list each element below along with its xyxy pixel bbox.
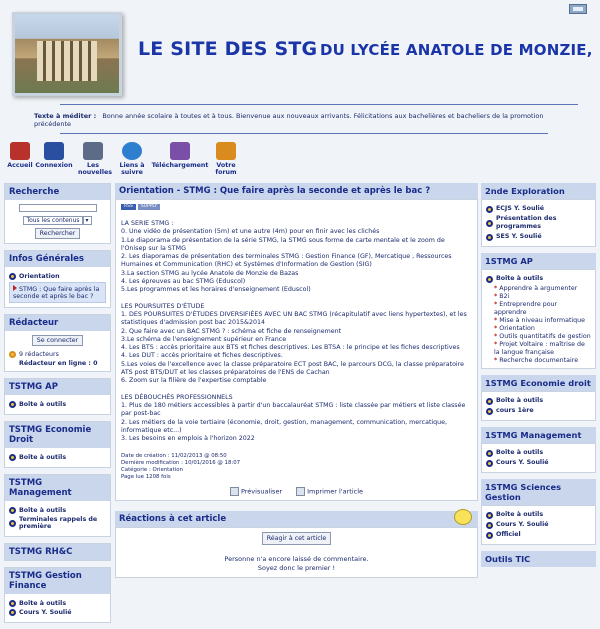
newspaper-icon bbox=[83, 142, 103, 160]
quote-text: Bonne année scolaire à toutes et à tous. Bienvenue aux nouveaux arrivants. Félicitations aux bachelières et bacheliers de la promotion précédente bbox=[34, 112, 544, 128]
article-link[interactable]: 3. Les besoins en emplois à l'horizon 2022 bbox=[121, 435, 255, 443]
ap-item[interactable]: Recherche documentaire bbox=[499, 357, 579, 364]
print-link[interactable] bbox=[296, 487, 363, 496]
man-box bbox=[481, 427, 596, 473]
exp-programmes[interactable]: Présentation des programmes bbox=[496, 215, 557, 230]
nav-label: Liens à suivre bbox=[119, 162, 145, 176]
preview-link[interactable] bbox=[230, 487, 282, 496]
nav-accueil[interactable] bbox=[6, 142, 34, 176]
article-link[interactable]: 4. Les DUT : accès prioritaire et fiches descriptives. bbox=[121, 352, 283, 360]
site-title bbox=[138, 38, 593, 60]
tstmg-ap-box bbox=[4, 378, 111, 415]
left-sidebar bbox=[4, 183, 111, 629]
meta-modified: Dernière modification : 10/01/2016 @ 18:07 bbox=[121, 460, 241, 467]
eco-heading: 1STMG Economie droit bbox=[481, 375, 596, 391]
exploration-box bbox=[481, 183, 596, 247]
section-title: LES DÉBOUCHÉS PROFESSIONNELS bbox=[121, 393, 233, 401]
group-icon bbox=[9, 351, 16, 358]
arrow-right-icon bbox=[13, 285, 17, 291]
no-comment-text: Personne n'a encore laissé de commentaire. bbox=[224, 554, 369, 563]
section-icon bbox=[486, 450, 493, 457]
reactions-body bbox=[115, 527, 478, 578]
article-link[interactable]: 3.Le schéma de l'enseignement supérieur en France bbox=[121, 335, 287, 343]
section-icon bbox=[9, 401, 16, 408]
section-icon bbox=[9, 273, 16, 280]
section-icon bbox=[486, 206, 493, 213]
article-link[interactable]: 4. Les épreuves au bac STMG (Eduscol) bbox=[121, 278, 246, 286]
exploration-heading: 2nde Exploration bbox=[481, 183, 596, 199]
article-link[interactable]: 5.Les programmes et les horaires d'enseignement (Eduscol) bbox=[121, 286, 311, 294]
search-scope-select[interactable]: Tous les contenus bbox=[23, 216, 82, 225]
tstmg-man-toolbox[interactable]: Boîte à outils bbox=[19, 507, 67, 514]
article-title: Orientation - STMG : Que faire après la seconde et après le bac ? bbox=[115, 183, 478, 199]
eco-box bbox=[481, 375, 596, 421]
article-link[interactable]: 6. Zoom sur la filière de l'expertise comptable bbox=[121, 377, 267, 385]
tstmg-ap-toolbox[interactable]: Boîte à outils bbox=[19, 401, 67, 408]
section-title: LES POURSUITES D'ÉTUDE bbox=[121, 302, 205, 310]
preview-icon bbox=[230, 487, 239, 496]
article-link[interactable]: 5.Les voies de l'excellence avec la classe préparatoire ECT post BAC, le parcours DCG, la classe préparatoire ATS post BTS/DUT et les classes préparatoires de l'ENS de Cachan bbox=[121, 360, 464, 377]
forum-icon bbox=[216, 142, 236, 160]
info-heading: Infos Générales bbox=[5, 251, 110, 267]
nav-label: Connexion bbox=[35, 162, 73, 169]
article-link[interactable]: 1.Le diaporama de présentation de la série STMG, la STMG sous forme de carte mentale et le zoom de l'Onisep sur la STMG bbox=[121, 236, 445, 252]
tstmg-gf-box bbox=[4, 567, 111, 623]
be-first-text: Soyez donc le premier ! bbox=[257, 563, 336, 572]
info-box bbox=[4, 250, 111, 308]
article-link[interactable]: 2. Les diaporamas de présentation des terminales STMG : Gestion Finance (GF), Mercatique , Ressources Humaines et Communication (RHC) et Systèmes d'Information de Gestion (SIG) bbox=[121, 253, 452, 269]
nav-liens[interactable] bbox=[112, 142, 152, 176]
search-box bbox=[4, 183, 111, 244]
current-article-link[interactable] bbox=[9, 282, 106, 303]
exp-ecjs[interactable]: ECJS Y. Soulié bbox=[496, 205, 545, 212]
ap-item[interactable]: B2i bbox=[499, 293, 510, 300]
tstmg-man-box bbox=[4, 474, 111, 537]
nav-forum[interactable] bbox=[208, 142, 244, 176]
eco-cours[interactable]: cours 1ère bbox=[496, 407, 534, 414]
section-icon bbox=[486, 276, 493, 283]
man-heading: 1STMG Management bbox=[481, 427, 596, 443]
quote-divider bbox=[60, 133, 548, 134]
eco-toolbox[interactable]: Boîte à outils bbox=[496, 397, 544, 404]
sg-box bbox=[481, 479, 596, 545]
tstmg-eco-heading: TSTMG Economie Droit bbox=[5, 422, 110, 448]
supply-badge[interactable]: SUPPLY bbox=[138, 204, 160, 210]
right-sidebar bbox=[481, 183, 596, 573]
tstmg-gf-heading: TSTMG Gestion Finance bbox=[5, 568, 110, 594]
printer-icon bbox=[296, 487, 305, 496]
ap-heading: 1STMG AP bbox=[481, 253, 596, 269]
section-icon bbox=[9, 454, 16, 461]
current-article-label: STMG : Que faire après la seconde et après le bac ? bbox=[13, 286, 100, 300]
meta-category: Catégorie : Orientation bbox=[121, 467, 183, 474]
tic-box bbox=[481, 551, 596, 567]
section-icon bbox=[486, 408, 493, 415]
section-icon bbox=[9, 609, 16, 616]
article-meta bbox=[121, 453, 472, 480]
react-button[interactable]: Réagir à cet article bbox=[262, 532, 332, 545]
section-icon bbox=[486, 532, 493, 539]
nav-label: Téléchargement bbox=[151, 162, 209, 169]
tstmg-gf-cours[interactable]: Cours Y. Soulié bbox=[19, 609, 72, 616]
section-icon bbox=[486, 234, 493, 241]
speech-bubble-icon bbox=[454, 509, 472, 525]
section-icon bbox=[486, 522, 493, 529]
sg-heading: 1STMG Sciences Gestion bbox=[481, 479, 596, 505]
article-body bbox=[115, 199, 478, 501]
meta-created: Date de création : 11/02/2013 @ 08:50 bbox=[121, 453, 227, 460]
article-link[interactable]: 3.La section STMG au lycée Anatole de Monzie de Bazas bbox=[121, 269, 299, 277]
tstmg-rhc-heading: TSTMG RH&C bbox=[5, 544, 110, 560]
redacteur-box bbox=[4, 314, 111, 372]
house-icon bbox=[10, 142, 30, 160]
article-link[interactable]: 1. Plus de 180 métiers accessibles à partir d'un baccalauréat STMG : liste classée par métiers et liste classée par post-bac bbox=[121, 401, 466, 418]
search-input[interactable] bbox=[19, 204, 97, 212]
tstmg-gf-toolbox[interactable]: Boîte à outils bbox=[19, 600, 67, 607]
redacteur-online: Rédacteur en ligne : 0 bbox=[19, 360, 98, 367]
nav-connexion[interactable] bbox=[34, 142, 74, 176]
search-heading: Recherche bbox=[5, 184, 110, 200]
main-nav bbox=[6, 142, 244, 176]
section-icon bbox=[9, 600, 16, 607]
print-label: Imprimer l'article bbox=[307, 487, 364, 496]
site-title-main: LE SITE DES STG bbox=[138, 38, 318, 60]
site-title-sub: DU LYCÉE ANATOLE DE MONZIE, bbox=[319, 41, 593, 59]
nav-nouvelles[interactable] bbox=[74, 142, 112, 176]
ap-item[interactable]: Projet Voltaire : maîtrise de la langue française bbox=[494, 341, 585, 356]
tstmg-eco-toolbox[interactable]: Boîte à outils bbox=[19, 454, 67, 461]
section-icon bbox=[486, 460, 493, 467]
sg-officiel[interactable]: Officiel bbox=[496, 531, 521, 538]
ap-toolbox[interactable]: Boîte à outils bbox=[496, 275, 544, 282]
tstmg-rhc-box bbox=[4, 543, 111, 561]
man-cours[interactable]: Cours Y. Soulié bbox=[496, 459, 549, 466]
article-link[interactable]: 0. Une vidéo de présentation (5m) et une autre (4m) pour en finir avec les clichés bbox=[121, 228, 380, 236]
main-content bbox=[115, 183, 478, 578]
article-link[interactable]: 1. DES POURSUITES D'ÉTUDES DIVERSIFIÉES AVEC UN BAC STMG (récapitulatif avec liens hypertextes), et les statistiques d'admission post bac 2015&2014 bbox=[121, 310, 467, 327]
reactions-heading bbox=[115, 511, 478, 527]
tstmg-man-heading: TSTMG Management bbox=[5, 475, 110, 501]
nav-label: Votre forum bbox=[215, 162, 237, 176]
connect-button[interactable]: Se connecter bbox=[32, 335, 83, 346]
section-icon bbox=[486, 512, 493, 519]
chevron-down-icon[interactable]: ▾ bbox=[83, 216, 92, 225]
info-item-orientation[interactable]: Orientation bbox=[19, 273, 60, 280]
window-icon[interactable] bbox=[569, 4, 587, 14]
man-toolbox[interactable]: Boîte à outils bbox=[496, 449, 544, 456]
nav-label: Les nouvelles bbox=[78, 162, 113, 176]
ap-box: 1STMG AP Boîte à outils * Apprendre à argumenter * B2i * Entreprendre pour apprendre * Mise à niveau informatique * Orientation * Outils quantitatifs de gestion * Projet Voltaire : maîtrise de la langue française * Recherche documentaire bbox=[481, 253, 596, 369]
article-link[interactable]: 4. Les BTS : accès prioritaire aux BTS et fiches descriptives. Les BTSA : le principe et les fiches descriptives bbox=[121, 344, 460, 352]
redacteur-heading: Rédacteur bbox=[5, 315, 110, 331]
sg-cours[interactable]: Cours Y. Soulié bbox=[496, 521, 549, 528]
tic-heading: Outils TIC bbox=[481, 551, 596, 567]
download-icon bbox=[170, 142, 190, 160]
sg-toolbox[interactable]: Boîte à outils bbox=[496, 511, 544, 518]
search-button[interactable]: Rechercher bbox=[35, 228, 81, 239]
redacteurs-count[interactable]: 9 rédacteurs bbox=[19, 351, 59, 358]
tstmg-man-rappels[interactable]: Terminales rappels de première bbox=[19, 516, 98, 530]
exp-ses[interactable]: SES Y. Soulié bbox=[496, 233, 542, 240]
section-icon bbox=[486, 220, 493, 227]
ap-item-orientation[interactable]: Orientation bbox=[499, 325, 535, 332]
header-divider bbox=[60, 104, 578, 105]
ap-item[interactable]: Outils quantitatifs de gestion bbox=[499, 333, 591, 340]
reactions-title: Réactions à cet article bbox=[119, 513, 227, 524]
section-icon bbox=[486, 398, 493, 405]
ap-item[interactable]: Apprendre à argumenter bbox=[499, 285, 578, 292]
ap-item[interactable]: Entreprendre pour apprendre bbox=[494, 301, 558, 316]
tstmg-ap-heading: TSTMG AP bbox=[5, 379, 110, 395]
section-icon bbox=[9, 520, 16, 527]
article-link[interactable]: 2. Les métiers de la voie tertiaire (économie, droit, gestion, management, communication, mercatique, informatique etc...) bbox=[121, 418, 448, 434]
rss-badge[interactable]: RSS bbox=[121, 204, 136, 210]
ap-item[interactable]: Mise à niveau informatique bbox=[499, 317, 586, 324]
meta-views: Page lue 1208 fois bbox=[121, 473, 171, 480]
quote-bar bbox=[34, 112, 574, 128]
nav-telechargement[interactable] bbox=[152, 142, 208, 176]
tstmg-eco-box bbox=[4, 421, 111, 468]
globe-icon bbox=[122, 142, 142, 160]
preview-label: Prévisualiser bbox=[240, 487, 283, 496]
article-link[interactable]: 2. Que faire avec un BAC STMG ? : schéma et fiche de renseignement bbox=[121, 327, 342, 335]
section-title: LA SERIE STMG : bbox=[121, 220, 174, 227]
section-icon bbox=[9, 507, 16, 514]
nav-label: Accueil bbox=[7, 162, 33, 169]
school-photo bbox=[12, 12, 122, 96]
people-icon bbox=[44, 142, 64, 160]
quote-label: Texte à méditer : bbox=[34, 112, 97, 120]
